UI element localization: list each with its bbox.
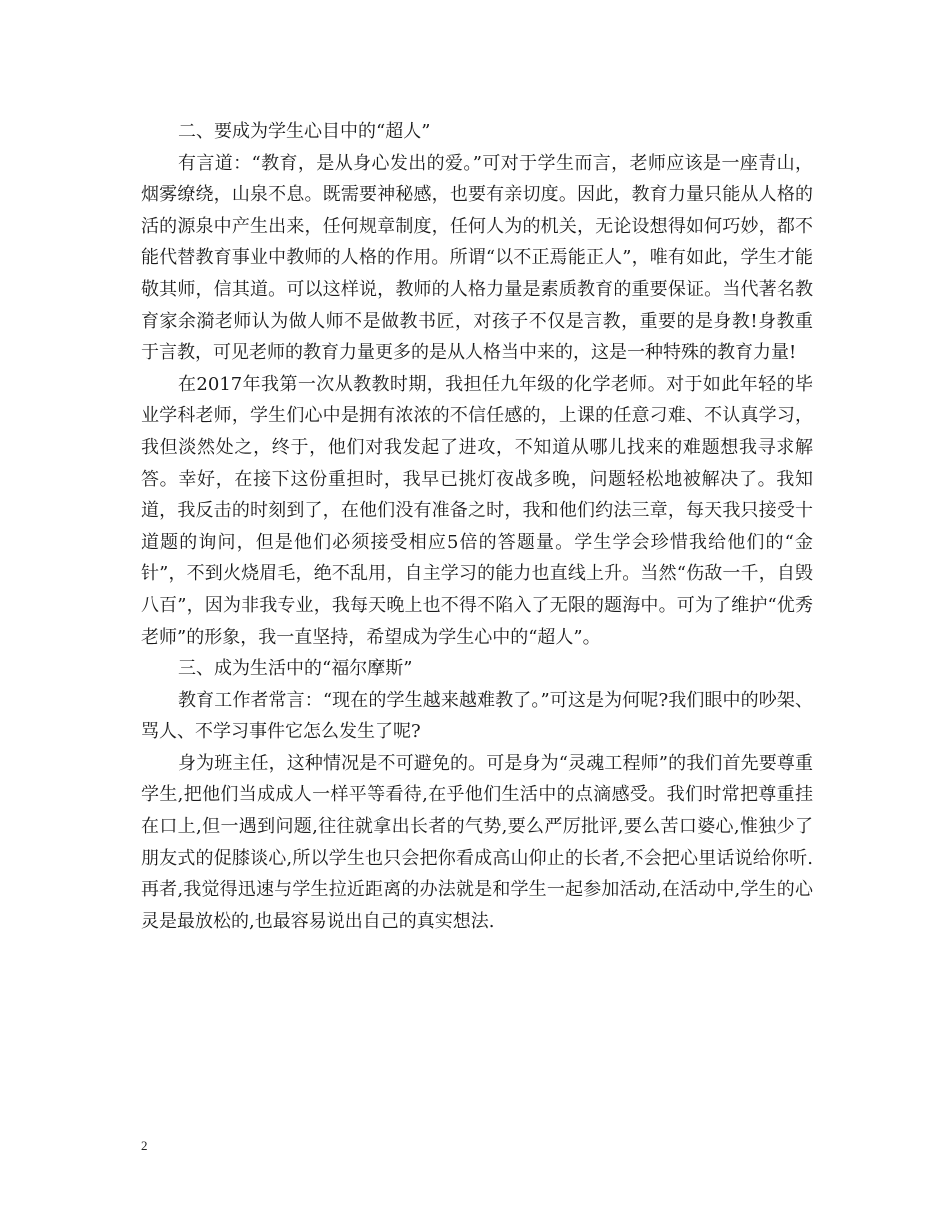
paragraph-4: 身为班主任，这种情况是不可避免的。可是身为“灵魂工程师”的我们首先要尊重学生,把他们当成成人一样平等看待,在乎他们生活中的点滴感受。我们时常把尊重挂在口上,但一遇到问题,往往就拿出长者的气势,要么严厉批评,要么苦口婆心,惟独少了朋友式的促膝谈心,所以学生也只会把你看成高山仰止的长者,不会把心里话说给你听.再者,我觉得迅速与学生拉近距离的办法就是和学生一起参加活动,在活动中,学生的心灵是最放松的,也最容易说出自己的真实想法. [141, 752, 813, 932]
document-body [141, 116, 813, 937]
paragraph-1: 有言道：“教育，是从身心发出的爱。”可对于学生而言，老师应该是一座青山，烟雾缭绕，山泉不息。既需要神秘感，也要有亲切度。因此，教育力量只能从人格的活的源泉中产生出来，任何规章制度，任何人为的机关，无论设想得如何巧妙，都不能代替教育事业中教师的人格的作用。所谓“以不正焉能正人”，唯有如此，学生才能敬其师，信其道。可以这样说，教师的人格力量是素质教育的重要保证。当代著名教育家余漪老师认为做人师不是做教书匠，对孩子不仅是言教，重要的是身教!身教重于言教，可见老师的教育力量更多的是从人格当中来的，这是一种特殊的教育力量! [141, 152, 813, 364]
page-number: 2 [141, 1138, 148, 1153]
paragraph-2: 在2017年我第一次从教教时期，我担任九年级的化学老师。对于如此年轻的毕业学科老师，学生们心中是拥有浓浓的不信任感的，上课的任意刁难、不认真学习，我但淡然处之，终于，他们对我发起了进攻，不知道从哪儿找来的难题想我寻求解答。幸好，在接下这份重担时，我早已挑灯夜战多晚，问题轻松地被解决了。我知道，我反击的时刻到了，在他们没有准备之时，我和他们约法三章，每天我只接受十道题的询问，但是他们必须接受相应5倍的答题量。学生学会珍惜我给他们的“金针”，不到火烧眉毛，绝不乱用，自主学习的能力也直线上升。当然“伤敌一千，自毁八百”，因为非我专业，我每天晚上也不得不陷入了无限的题海中。可为了维护“优秀老师”的形象，我一直坚持，希望成为学生心中的“超人”。 [141, 373, 813, 648]
section-heading-3: 三、成为生活中的“福尔摩斯” [178, 658, 413, 680]
paragraph-3: 教育工作者常言：“现在的学生越来越难教了。”可这是为何呢?我们眼中的吵架、骂人、不学习事件它怎么发生了呢? [141, 689, 813, 743]
section-heading-2: 二、要成为学生心目中的“超人” [178, 121, 431, 142]
